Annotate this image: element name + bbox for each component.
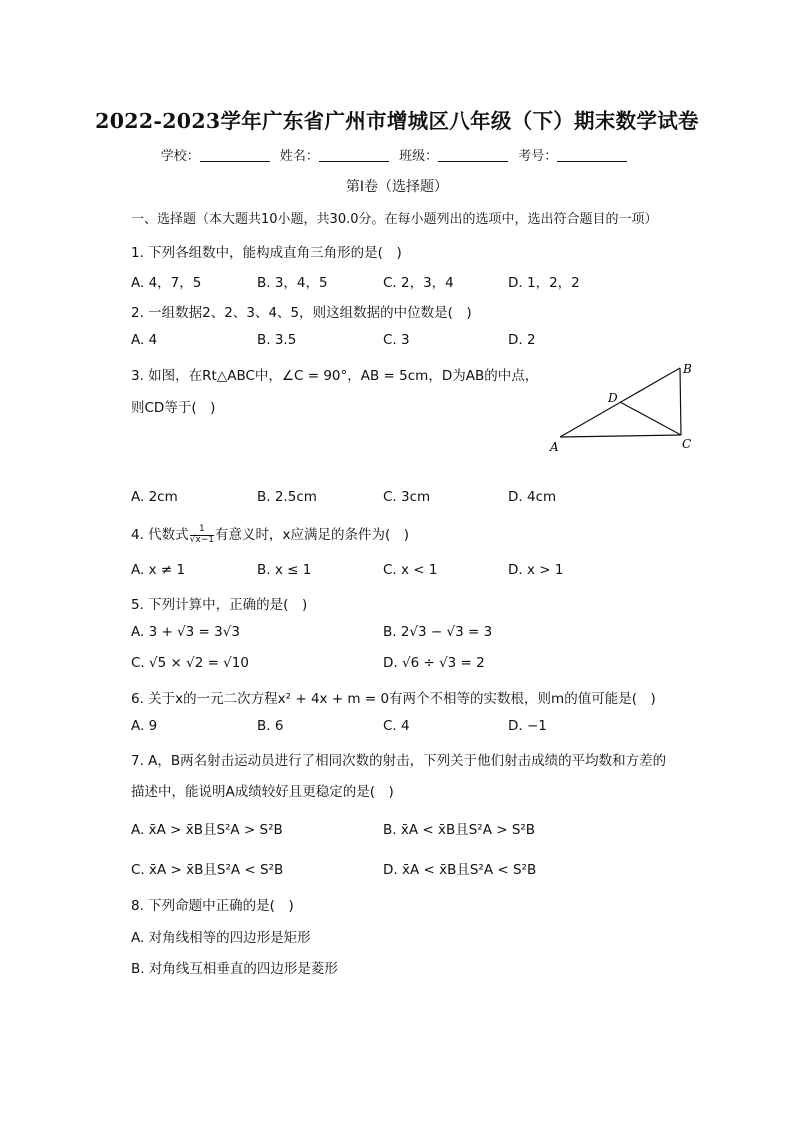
q8-option-a[interactable]: A. 对角线相等的四边形是矩形: [131, 930, 311, 946]
q3-option-c[interactable]: C. 3cm: [383, 489, 431, 505]
number-label: 考号：: [518, 149, 558, 164]
question-4-stem: [131, 523, 409, 545]
label-b: B: [683, 362, 692, 376]
question-3-stem-line2: 则CD等于( ): [131, 400, 216, 416]
question-2-stem: 2. 一组数据2、2、3、4、5，则这组数据的中位数是( ): [131, 305, 472, 321]
student-info-line: [0, 145, 794, 164]
part-heading: 一、选择题（本大题共10小题，共30.0分。在每小题列出的选项中，选出符合题目的一项）: [131, 212, 658, 227]
segment-bc: [680, 368, 681, 435]
label-a: A: [550, 440, 559, 454]
q4-frac-num: 1: [190, 525, 214, 535]
exam-title: 2022-2023学年广东省广州市增城区八年级（下）期末数学试卷: [95, 109, 699, 133]
q4-option-c[interactable]: C. x < 1: [383, 562, 438, 578]
triangle-figure: [545, 358, 705, 458]
question-7-stem-line2: 描述中，能说明A成绩较好且更稳定的是( ): [131, 784, 394, 800]
number-field[interactable]: [557, 149, 627, 162]
school-label: 学校：: [160, 149, 200, 164]
q2-option-d[interactable]: D. 2: [508, 332, 536, 348]
q3-option-a[interactable]: A. 2cm: [131, 489, 178, 505]
q1-option-c[interactable]: C. 2，3，4: [383, 275, 454, 291]
label-c: C: [682, 437, 692, 451]
q4-fraction: [190, 525, 214, 545]
q1-option-a[interactable]: A. 4，7，5: [131, 275, 202, 291]
q4-stem-suffix: 有意义时，x应满足的条件为( ): [215, 527, 410, 543]
school-field[interactable]: [200, 149, 270, 162]
q7-option-a[interactable]: A. x̄A > x̄B且S²A > S²B: [131, 822, 283, 838]
q2-option-a[interactable]: A. 4: [131, 332, 158, 348]
label-d: D: [608, 391, 618, 405]
q5-option-d[interactable]: D. √6 ÷ √3 = 2: [383, 655, 485, 671]
question-6-stem: 6. 关于x的一元二次方程x² + 4x + m = 0有两个不相等的实数根，则m的值可能是( ): [131, 691, 656, 707]
class-label: 班级：: [399, 149, 439, 164]
question-1-stem: 1. 下列各组数中，能构成直角三角形的是( ): [131, 245, 402, 261]
q5-option-a[interactable]: A. 3 + √3 = 3√3: [131, 624, 240, 640]
q4-stem-prefix: 4. 代数式: [131, 527, 189, 543]
q3-option-b[interactable]: B. 2.5cm: [257, 489, 317, 505]
q2-option-b[interactable]: B. 3.5: [257, 332, 297, 348]
q2-option-c[interactable]: C. 3: [383, 332, 410, 348]
q4-option-a[interactable]: A. x ≠ 1: [131, 562, 186, 578]
q8-option-b[interactable]: B. 对角线互相垂直的四边形是菱形: [131, 961, 338, 977]
q1-option-d[interactable]: D. 1，2，2: [508, 275, 580, 291]
class-field[interactable]: [438, 149, 508, 162]
segment-cd: [620, 402, 681, 435]
q1-option-b[interactable]: B. 3，4，5: [257, 275, 328, 291]
name-field[interactable]: [319, 149, 389, 162]
q6-option-d[interactable]: D. −1: [508, 718, 547, 734]
q7-option-d[interactable]: D. x̄A < x̄B且S²A < S²B: [383, 862, 537, 878]
q4-option-b[interactable]: B. x ≤ 1: [257, 562, 312, 578]
q6-option-a[interactable]: A. 9: [131, 718, 158, 734]
q7-option-c[interactable]: C. x̄A > x̄B且S²A < S²B: [131, 862, 284, 878]
question-7-stem-line1: 7. A，B两名射击运动员进行了相同次数的射击，下列关于他们射击成绩的平均数和方差的: [131, 753, 667, 769]
question-3-stem-line1: 3. 如图，在Rt△ABC中，∠C = 90°，AB = 5cm，D为AB的中点，: [131, 368, 539, 384]
segment-ac: [560, 435, 681, 437]
q4-option-d[interactable]: D. x > 1: [508, 562, 564, 578]
q5-option-c[interactable]: C. √5 × √2 = √10: [131, 655, 249, 671]
q4-frac-den: √x−1: [189, 534, 214, 545]
q7-option-b[interactable]: B. x̄A < x̄B且S²A > S²B: [383, 822, 536, 838]
q3-option-d[interactable]: D. 4cm: [508, 489, 557, 505]
q5-option-b[interactable]: B. 2√3 − √3 = 3: [383, 624, 493, 640]
q6-option-c[interactable]: C. 4: [383, 718, 410, 734]
question-5-stem: 5. 下列计算中，正确的是( ): [131, 597, 308, 613]
section-heading: 第Ⅰ卷（选择题）: [345, 179, 449, 195]
q6-option-b[interactable]: B. 6: [257, 718, 284, 734]
question-8-stem: 8. 下列命题中正确的是( ): [131, 898, 294, 914]
name-label: 姓名：: [279, 149, 319, 164]
